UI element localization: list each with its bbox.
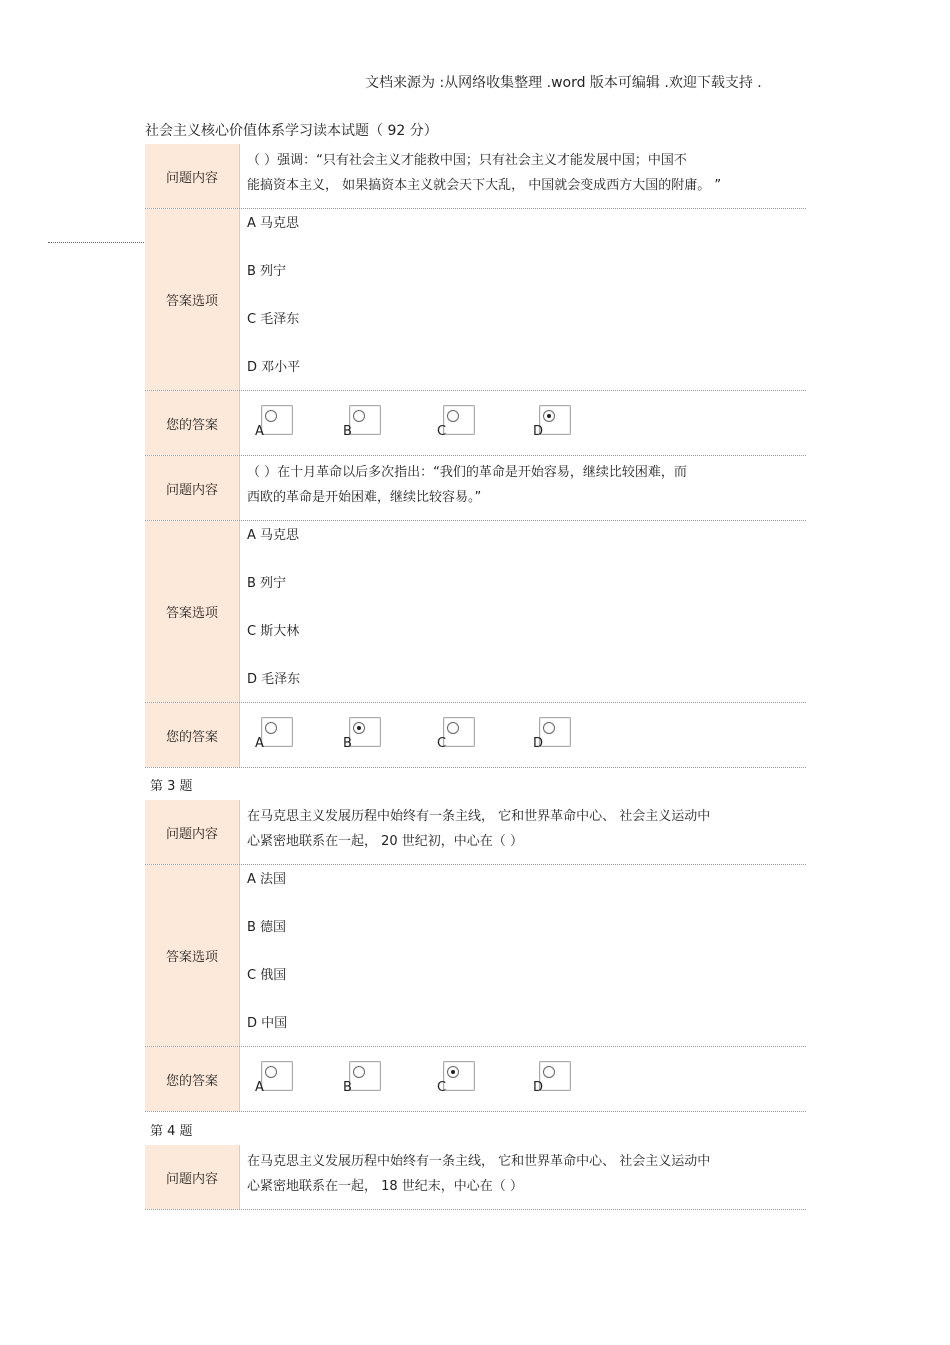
- options-label: 答案选项: [145, 209, 240, 390]
- radio-box[interactable]: [349, 405, 381, 435]
- question-block-4: [145, 1145, 806, 1210]
- options-list: [247, 521, 806, 719]
- radio-button-icon[interactable]: [353, 1066, 365, 1078]
- radio-group: [247, 391, 806, 455]
- divider: [48, 242, 160, 243]
- radio-box[interactable]: [443, 717, 475, 747]
- radio-box[interactable]: [539, 717, 571, 747]
- option-a: A 马克思: [247, 528, 300, 543]
- radio-letter: D: [533, 1080, 544, 1095]
- options-row: [145, 209, 806, 391]
- radio-option-d[interactable]: [533, 717, 573, 749]
- answer-label: 您的答案: [145, 391, 240, 455]
- answer-label: 您的答案: [145, 1047, 240, 1111]
- option-b: B 德国: [247, 920, 287, 935]
- question-line: 在马克思主义发展历程中始终有一条主线， 它和世界革命中心、 社会主义运动中: [247, 1154, 711, 1169]
- radio-box[interactable]: [349, 717, 381, 747]
- option-d: D 邓小平: [247, 360, 301, 375]
- radio-button-icon[interactable]: [543, 410, 555, 422]
- radio-option-a[interactable]: [255, 1061, 295, 1093]
- radio-option-b[interactable]: [343, 717, 383, 749]
- option-c: C 毛泽东: [247, 312, 300, 327]
- question-label: 问题内容: [145, 144, 240, 208]
- question-line: 心紧密地联系在一起， 20 世纪初，中心在（ ）: [247, 834, 523, 849]
- radio-box[interactable]: [443, 405, 475, 435]
- radio-option-d[interactable]: [533, 1061, 573, 1093]
- radio-letter: D: [533, 424, 544, 439]
- radio-button-icon[interactable]: [353, 410, 365, 422]
- radio-letter: C: [437, 1080, 447, 1095]
- radio-button-icon[interactable]: [265, 722, 277, 734]
- radio-option-a[interactable]: [255, 405, 295, 437]
- radio-button-icon[interactable]: [447, 722, 459, 734]
- question-text: [247, 1145, 806, 1199]
- radio-box[interactable]: [443, 1061, 475, 1091]
- question-text: [247, 456, 806, 510]
- question-row: [145, 800, 806, 865]
- question-row: [145, 1145, 806, 1210]
- question-heading-4: 第 4 题: [150, 1124, 193, 1139]
- question-block-1: [145, 144, 806, 456]
- radio-box[interactable]: [349, 1061, 381, 1091]
- source-header: 文档来源为 :从网络收集整理 .word 版本可编辑 .欢迎下载支持 .: [365, 75, 762, 91]
- radio-option-c[interactable]: [437, 405, 477, 437]
- radio-box[interactable]: [261, 405, 293, 435]
- radio-letter: A: [255, 1080, 264, 1095]
- option-b: B 列宁: [247, 264, 287, 279]
- radio-button-icon[interactable]: [543, 722, 555, 734]
- question-line: （ ）在十月革命以后多次指出：“我们的革命是开始容易，继续比较困难，而: [247, 465, 687, 480]
- answer-row: [145, 1047, 806, 1112]
- option-c: C 俄国: [247, 968, 287, 983]
- radio-letter: C: [437, 424, 447, 439]
- question-label: 问题内容: [145, 1145, 240, 1209]
- options-list: [247, 865, 806, 1063]
- radio-box[interactable]: [539, 1061, 571, 1091]
- option-b: B 列宁: [247, 576, 287, 591]
- options-label: 答案选项: [145, 865, 240, 1046]
- question-text: [247, 800, 806, 854]
- radio-box[interactable]: [261, 1061, 293, 1091]
- radio-button-icon[interactable]: [353, 722, 365, 734]
- radio-button-icon[interactable]: [265, 1066, 277, 1078]
- page-title: 社会主义核心价值体系学习读本试题（ 92 分）: [145, 123, 438, 139]
- radio-option-c[interactable]: [437, 717, 477, 749]
- question-block-3: [145, 800, 806, 1112]
- question-line: 心紧密地联系在一起， 18 世纪末，中心在（ ）: [247, 1179, 523, 1194]
- radio-letter: B: [343, 424, 352, 439]
- options-list: [247, 209, 806, 407]
- option-a: A 法国: [247, 872, 287, 887]
- radio-button-icon[interactable]: [447, 410, 459, 422]
- question-line: （ ）强调：“只有社会主义才能救中国；只有社会主义才能发展中国；中国不: [247, 153, 687, 168]
- question-line: 西欧的革命是开始困难，继续比较容易。”: [247, 490, 482, 505]
- options-row: [145, 521, 806, 703]
- radio-button-icon[interactable]: [543, 1066, 555, 1078]
- radio-group: [247, 703, 806, 767]
- radio-box[interactable]: [261, 717, 293, 747]
- question-label: 问题内容: [145, 800, 240, 864]
- options-row: [145, 865, 806, 1047]
- radio-letter: B: [343, 1080, 352, 1095]
- radio-button-icon[interactable]: [265, 410, 277, 422]
- radio-letter: B: [343, 736, 352, 751]
- question-text: [247, 144, 806, 198]
- radio-option-d[interactable]: [533, 405, 573, 437]
- option-c: C 斯大林: [247, 624, 300, 639]
- radio-option-a[interactable]: [255, 717, 295, 749]
- options-label: 答案选项: [145, 521, 240, 702]
- radio-letter: D: [533, 736, 544, 751]
- answer-row: [145, 703, 806, 768]
- radio-option-b[interactable]: [343, 1061, 383, 1093]
- answer-row: [145, 391, 806, 456]
- radio-button-icon[interactable]: [447, 1066, 459, 1078]
- question-line: 能搞资本主义， 如果搞资本主义就会天下大乱， 中国就会变成西方大国的附庸。 ”: [247, 178, 722, 193]
- option-d: D 毛泽东: [247, 672, 301, 687]
- question-label: 问题内容: [145, 456, 240, 520]
- radio-option-b[interactable]: [343, 405, 383, 437]
- question-row: [145, 456, 806, 521]
- radio-box[interactable]: [539, 405, 571, 435]
- radio-option-c[interactable]: [437, 1061, 477, 1093]
- option-d: D 中国: [247, 1016, 288, 1031]
- question-heading-3: 第 3 题: [150, 779, 193, 794]
- question-block-2: [145, 456, 806, 768]
- radio-letter: A: [255, 736, 264, 751]
- radio-group: [247, 1047, 806, 1111]
- radio-letter: A: [255, 424, 264, 439]
- question-row: [145, 144, 806, 209]
- option-a: A 马克思: [247, 216, 300, 231]
- radio-letter: C: [437, 736, 447, 751]
- question-line: 在马克思主义发展历程中始终有一条主线， 它和世界革命中心、 社会主义运动中: [247, 809, 711, 824]
- answer-label: 您的答案: [145, 703, 240, 767]
